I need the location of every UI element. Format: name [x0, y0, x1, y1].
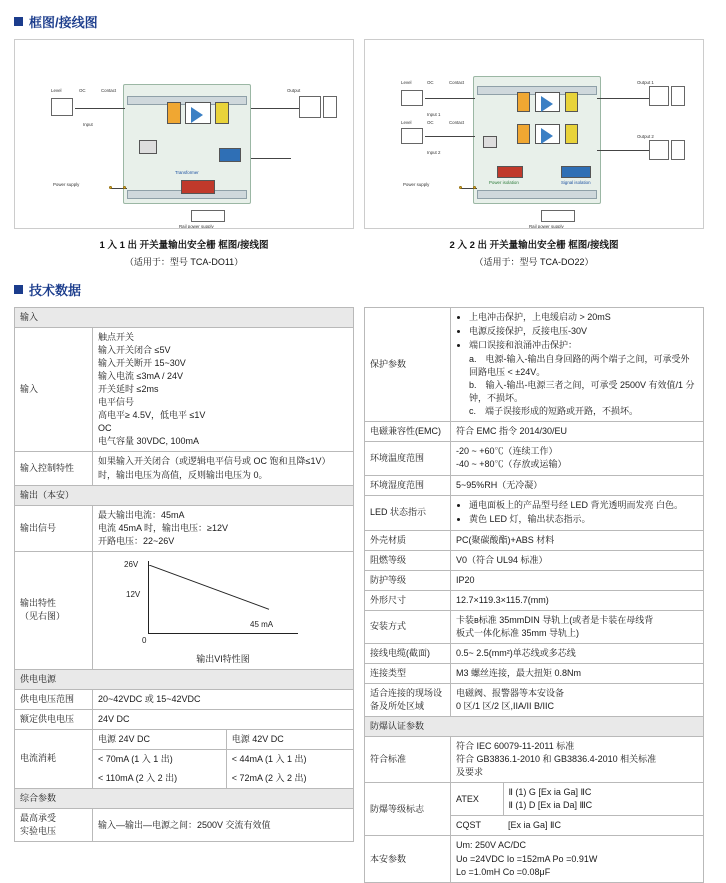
- block-power-isolation: [497, 166, 523, 178]
- label-contact-2: Contact: [449, 120, 465, 125]
- power-terminal-dot-2: [123, 186, 126, 189]
- table-row: [15, 452, 354, 485]
- row-value-housing: PC(聚碳酸酯)+ABS 材料: [451, 530, 704, 550]
- chart-xtick-45ma: 45 mA: [250, 619, 274, 629]
- row-value-input-control: 如果输入开关闭合（或逻辑电平信号或 OC 饱和且降≤1V）时，输出电压为高值，反则输出电压为 0。: [93, 452, 354, 485]
- output-char-label-2: （见右图）: [20, 611, 66, 622]
- block-transformer: [181, 180, 215, 194]
- section-heading-tech: [14, 280, 726, 299]
- row-label-rated-voltage: 额定供电电压: [15, 709, 93, 729]
- label-transformer: Transformer: [175, 170, 199, 175]
- table-row: [15, 689, 354, 709]
- row-label-cable: 接线电缆(截面): [365, 643, 451, 663]
- block-filter-2: [483, 136, 497, 148]
- list-item: • 上电冲击保护，上电缓启动 > 20mS: [469, 311, 698, 324]
- table-row: [93, 730, 353, 750]
- table-row: [15, 809, 354, 842]
- output-char-label-1: 输出特性: [20, 598, 57, 609]
- led-bullets: [456, 499, 698, 526]
- block-opto-ch2: [517, 124, 530, 144]
- section-heading-diagrams-label: 框图/接线图: [29, 15, 98, 30]
- list-item: • 黄色 LED 灯，输出状态指示。: [469, 513, 698, 526]
- row-value-dimensions: 12.7×119.3×115.7(mm): [451, 590, 704, 610]
- field-devices-label-1: 适合连接的现场设: [370, 688, 443, 699]
- table-row: [365, 475, 704, 495]
- row-value-humidity: 5~95%RH（无冷凝）: [451, 475, 704, 495]
- block-driver-ch2: [565, 124, 578, 144]
- square-marker-icon: [14, 17, 23, 26]
- wire-output2: [597, 150, 649, 151]
- label-oc-2: OC: [427, 120, 434, 125]
- output-terminal-box: [299, 96, 321, 118]
- table-row: [15, 308, 354, 328]
- standards-line-1: 符合 IEC 60079-11-2011 标准: [456, 741, 575, 752]
- table-row: [451, 816, 703, 835]
- row-label-test-voltage: [15, 809, 93, 842]
- table-row: [365, 308, 704, 422]
- group-header-explosion: 防爆认证参数: [365, 717, 704, 737]
- row-label-standards: 符合标准: [365, 737, 451, 783]
- field-devices-line-2: 0 区/1 区/2 区,IIA/II B/IIC: [456, 701, 555, 712]
- table-row: [365, 442, 704, 475]
- table-row: [365, 737, 704, 783]
- intrinsic-line-2: Uo =24VDC Io =152mA Po =0.91W: [456, 853, 598, 864]
- spec-tables: [0, 307, 726, 883]
- row-value-mounting: [451, 610, 704, 643]
- section-heading-diagrams: [14, 12, 726, 31]
- atex-line-2: Ⅱ (1) D [Ex ia Da] ⅢC: [508, 800, 593, 811]
- row-label-intrinsic: 本安参数: [365, 836, 451, 882]
- amplifier-triangle-icon-ch2: [541, 128, 553, 144]
- wire-input1: [425, 98, 475, 99]
- table-row: [365, 550, 704, 570]
- subtitle-contact-switch: 触点开关: [98, 332, 135, 343]
- table-row: [15, 485, 354, 505]
- label-level-2: Level: [401, 120, 412, 125]
- table-row: [365, 610, 704, 643]
- line-contact-4: 开关延时 ≤2ms: [98, 384, 159, 395]
- power-terminal-dot-4: [473, 186, 476, 189]
- table-row: [365, 717, 704, 737]
- amplifier-triangle-icon: [191, 107, 203, 123]
- consumption-r1c1: < 70mA (1 入 1 出): [93, 749, 226, 769]
- test-voltage-label-1: 最高承受: [20, 813, 57, 824]
- label-level-1: Level: [401, 80, 412, 85]
- current-consumption-cell: [93, 729, 354, 788]
- wire-output: [251, 108, 299, 109]
- consumption-col1-header: 电源 24V DC: [93, 730, 226, 750]
- cqst-subtable: [451, 816, 703, 835]
- diagram-frame-2: [364, 39, 704, 229]
- row-value-ingress: IP20: [451, 570, 704, 590]
- table-row: [365, 590, 704, 610]
- protection-subitem-b: b. 输入-输出-电源三者之间，可承受 2500V 有效值/1 分钟，不损坏。: [469, 380, 695, 404]
- label-power-supply: Power supply: [53, 182, 80, 187]
- table-row: [93, 769, 353, 788]
- ex-marks-atex-cell: [451, 783, 704, 816]
- atex-subtable: [451, 783, 703, 815]
- row-label-flame: 阻燃等级: [365, 550, 451, 570]
- diagram-frame-1: [14, 39, 354, 229]
- temperature-line-2: -40 ~ +80℃（存放或运输）: [456, 459, 567, 470]
- output2-terminal-box: [649, 140, 669, 160]
- row-value-intrinsic: [451, 836, 704, 882]
- group-header-power: 供电电源: [15, 669, 354, 689]
- label-output2: Output 2: [637, 134, 654, 139]
- atex-line-1: Ⅱ (1) G [Ex ia Ga] ⅡC: [508, 787, 592, 798]
- label-oc-1: OC: [427, 80, 434, 85]
- subtitle-oc: OC: [98, 423, 112, 434]
- table-row: [365, 663, 704, 683]
- amplifier-triangle-icon-ch1: [541, 96, 553, 112]
- table-row: [15, 709, 354, 729]
- diagram-block-2: [364, 39, 704, 268]
- cqst-values: [Ex ia Ga] ⅡC: [508, 820, 561, 831]
- diagram-subcaption-1: （适用于：型号 TCA-DO11）: [124, 257, 244, 267]
- row-value-temperature: [451, 442, 704, 475]
- table-row: [451, 783, 703, 815]
- cqst-name: CQST: [456, 820, 482, 831]
- row-label-dimensions: 外形尺寸: [365, 590, 451, 610]
- block-driver-ch1: [565, 92, 578, 112]
- row-value-flame: V0（符合 UL94 标准）: [451, 550, 704, 570]
- label-input: Input: [83, 122, 93, 127]
- list-item: • 通电面板上的产品型号经 LED 背光透明而发亮 白色。: [469, 499, 698, 512]
- protection-subitem-c: c. 端子误接形成的短路或开路，不损坏。: [469, 406, 639, 417]
- table-row: [365, 684, 704, 717]
- row-value-field-devices: [451, 684, 704, 717]
- power-terminal-dot: [109, 186, 112, 189]
- wire-output-2: [251, 158, 291, 159]
- row-label-protection: 保护参数: [365, 308, 451, 422]
- standards-line-2: 符合 GB3836.1-2010 和 GB3836.4-2010 相关标准: [456, 754, 657, 765]
- row-label-output-characteristic: [15, 551, 93, 669]
- label-rail-power-supply: Rail power supply: [179, 224, 214, 229]
- label-contact-1: Contact: [449, 80, 465, 85]
- row-label-input-control: 输入控制特性: [15, 452, 93, 485]
- row-label-humidity: 环境湿度范围: [365, 475, 451, 495]
- consumption-col2-header: 电源 42V DC: [226, 730, 353, 750]
- line-out-1: 最大输出电流：45mA: [98, 509, 185, 520]
- row-value-rated-voltage: 24V DC: [93, 709, 354, 729]
- label-output: Output: [287, 88, 301, 93]
- input2-terminal-box: [401, 128, 423, 144]
- row-value-supply-range: 20~42VDC 或 15~42VDC: [93, 689, 354, 709]
- block-opto: [167, 102, 181, 124]
- block-driver: [215, 102, 229, 124]
- table-row: [15, 328, 354, 452]
- table-row: [93, 749, 353, 769]
- temperature-line-1: -20 ~ +60℃（连续工作）: [456, 446, 558, 457]
- line-out-3: 开路电压：22~26V: [98, 535, 175, 546]
- input-terminal-box: [51, 98, 73, 116]
- table-row: [365, 570, 704, 590]
- row-label-ingress: 防护等级: [365, 570, 451, 590]
- output1-connector-box: [671, 86, 685, 106]
- intrinsic-line-1: Um: 250V AC/DC: [456, 840, 527, 851]
- line-contact-1: 输入开关闭合 ≤5V: [98, 345, 171, 356]
- row-label-output-signal: 输出信号: [15, 505, 93, 551]
- row-label-connection: 连接类型: [365, 663, 451, 683]
- consumption-r1c2: < 44mA (1 入 1 出): [226, 749, 353, 769]
- line-level-1: 高电平≥ 4.5V，低电平 ≤1V: [98, 410, 206, 421]
- table-row: [15, 505, 354, 551]
- label-power-supply-2: Power supply: [403, 182, 430, 187]
- diagram-row: [0, 39, 726, 268]
- table-row: [15, 669, 354, 689]
- label-input1: Input 1: [427, 112, 441, 117]
- block-isolation: [219, 148, 241, 162]
- label-contact: Contact: [101, 88, 117, 93]
- diagram-subcaption-2: （适用于：型号 TCA-DO22）: [474, 257, 594, 267]
- row-value-cable: 0.5~ 2.5(mm²)单芯线或多芯线: [451, 643, 704, 663]
- chart-x-axis: [148, 633, 298, 634]
- diagram-block-1: [14, 39, 354, 268]
- row-value-test-voltage: 输入—输出—电源之间：2500V 交流有效值: [93, 809, 354, 842]
- table-row: [365, 836, 704, 882]
- mounting-line-1: 卡装в标准 35mmDIN 导轨上(或者是卡装在母线背: [456, 614, 654, 625]
- line-out-2: 电流 45mA 时，输出电压：≥12V: [98, 522, 228, 533]
- list-item: • 端口误接和浪涌冲击保护：: [469, 339, 698, 352]
- row-label-emc: 电磁兼容性(EMC): [365, 422, 451, 442]
- subtitle-level-signal: 电平信号: [98, 397, 135, 408]
- list-item: • 电源反接保护，反接电压-30V: [469, 325, 698, 338]
- wire-output1: [597, 98, 649, 99]
- label-power-isolation: Power isolation: [489, 180, 519, 185]
- group-header-input: 输入: [15, 308, 354, 328]
- row-label-temperature: 环境温度范围: [365, 442, 451, 475]
- line-contact-3: 输入电流 ≤3mA / 24V: [98, 371, 183, 382]
- group-header-general: 综合参数: [15, 789, 354, 809]
- table-row: [15, 729, 354, 788]
- mounting-line-2: 板式一体化标准 35mm 导轨上): [456, 627, 580, 638]
- table-row: [15, 551, 354, 669]
- table-row: [365, 643, 704, 663]
- row-label-field-devices: [365, 684, 451, 717]
- table-row: [15, 789, 354, 809]
- wire-input: [75, 108, 125, 109]
- label-rail-power-supply-2: Rail power supply: [529, 224, 564, 229]
- intrinsic-line-3: Lo =1.0mH Co =0.08μF: [456, 866, 551, 877]
- row-value-output-signal: [93, 505, 354, 551]
- row-label-led: LED 状态指示: [365, 495, 451, 530]
- row-value-standards: [451, 737, 704, 783]
- consumption-r2c1: < 110mA (2 入 2 出): [93, 769, 226, 788]
- row-label-input: 输入: [15, 328, 93, 452]
- right-spec-table: [364, 307, 704, 883]
- atex-name: ATEX: [451, 783, 503, 815]
- chart-ytick-26v: 26V: [124, 559, 139, 569]
- chart-ytick-12v: 12V: [126, 589, 141, 599]
- line-oc-1: 电气容量 30VDC, 100mA: [98, 436, 200, 447]
- page-root: [0, 12, 726, 877]
- field-devices-line-1: 电磁阀、报警器等本安设备: [456, 688, 565, 699]
- output2-connector-box: [671, 140, 685, 160]
- output-connector-box: [323, 96, 337, 118]
- rail-power-box-2: [541, 210, 575, 222]
- row-value-input: [93, 328, 354, 452]
- wire-input2: [425, 136, 475, 137]
- consumption-subtable: [93, 730, 353, 788]
- left-spec-table: [14, 307, 354, 842]
- standards-line-3: 及要求: [456, 767, 484, 778]
- test-voltage-label-2: 实验电压: [20, 826, 57, 837]
- label-level: Level: [51, 88, 62, 93]
- ex-marks-cqst-cell: [451, 816, 704, 836]
- table-row: [365, 495, 704, 530]
- row-label-ex-marks: 防爆等级标志: [365, 783, 451, 836]
- group-header-output: 输出（本安）: [15, 485, 354, 505]
- line-contact-2: 输入开关断开 15~30V: [98, 358, 186, 369]
- label-input2: Input 2: [427, 150, 441, 155]
- row-label-housing: 外壳材质: [365, 530, 451, 550]
- table-row: [365, 530, 704, 550]
- vi-chart: [118, 557, 328, 649]
- field-devices-label-2: 备及所处区域: [370, 701, 425, 712]
- vi-chart-cell: [93, 551, 354, 669]
- chart-xtick-0: 0: [142, 635, 147, 645]
- row-value-emc: 符合 EMC 指令 2014/30/EU: [451, 422, 704, 442]
- row-label-supply-range: 供电电压范围: [15, 689, 93, 709]
- block-opto-ch1: [517, 92, 530, 112]
- row-label-mounting: 安装方式: [365, 610, 451, 643]
- diagram-caption-2: 2 入 2 出 开关量输出安全栅 框图/接线图: [449, 240, 619, 251]
- protection-subitem-a: a. 电源-输入-输出自身回路的两个端子之间，可承受外回路电压 < ±24V。: [469, 354, 690, 378]
- atex-values: [503, 783, 703, 815]
- section-heading-tech-label: 技术数据: [29, 283, 82, 298]
- square-marker-icon-2: [14, 285, 23, 294]
- chart-line-series: [149, 565, 277, 613]
- input1-terminal-box: [401, 90, 423, 106]
- block-signal-isolation: [561, 166, 591, 178]
- table-row: [365, 783, 704, 816]
- output1-terminal-box: [649, 86, 669, 106]
- consumption-r2c2: < 72mA (2 入 2 出): [226, 769, 353, 788]
- label-output1: Output 1: [637, 80, 654, 85]
- power-terminal-dot-3: [459, 186, 462, 189]
- diagram-caption-1: 1 入 1 出 开关量输出安全栅 框图/接线图: [99, 240, 269, 251]
- row-label-current-consumption: 电流消耗: [15, 729, 93, 788]
- label-oc: OC: [79, 88, 86, 93]
- row-value-connection: M3 螺丝连接，最大扭矩 0.8Nm: [451, 663, 704, 683]
- block-filter: [139, 140, 157, 154]
- row-value-led: [451, 495, 704, 530]
- vi-chart-caption: 输出VI特性图: [196, 653, 250, 664]
- protection-bullets: [456, 311, 698, 352]
- label-signal-isolation: Signal isolation: [561, 180, 591, 185]
- table-row: [365, 422, 704, 442]
- rail-power-box: [191, 210, 225, 222]
- row-value-protection: [451, 308, 704, 422]
- terminal-strip-bottom-2: [477, 190, 597, 199]
